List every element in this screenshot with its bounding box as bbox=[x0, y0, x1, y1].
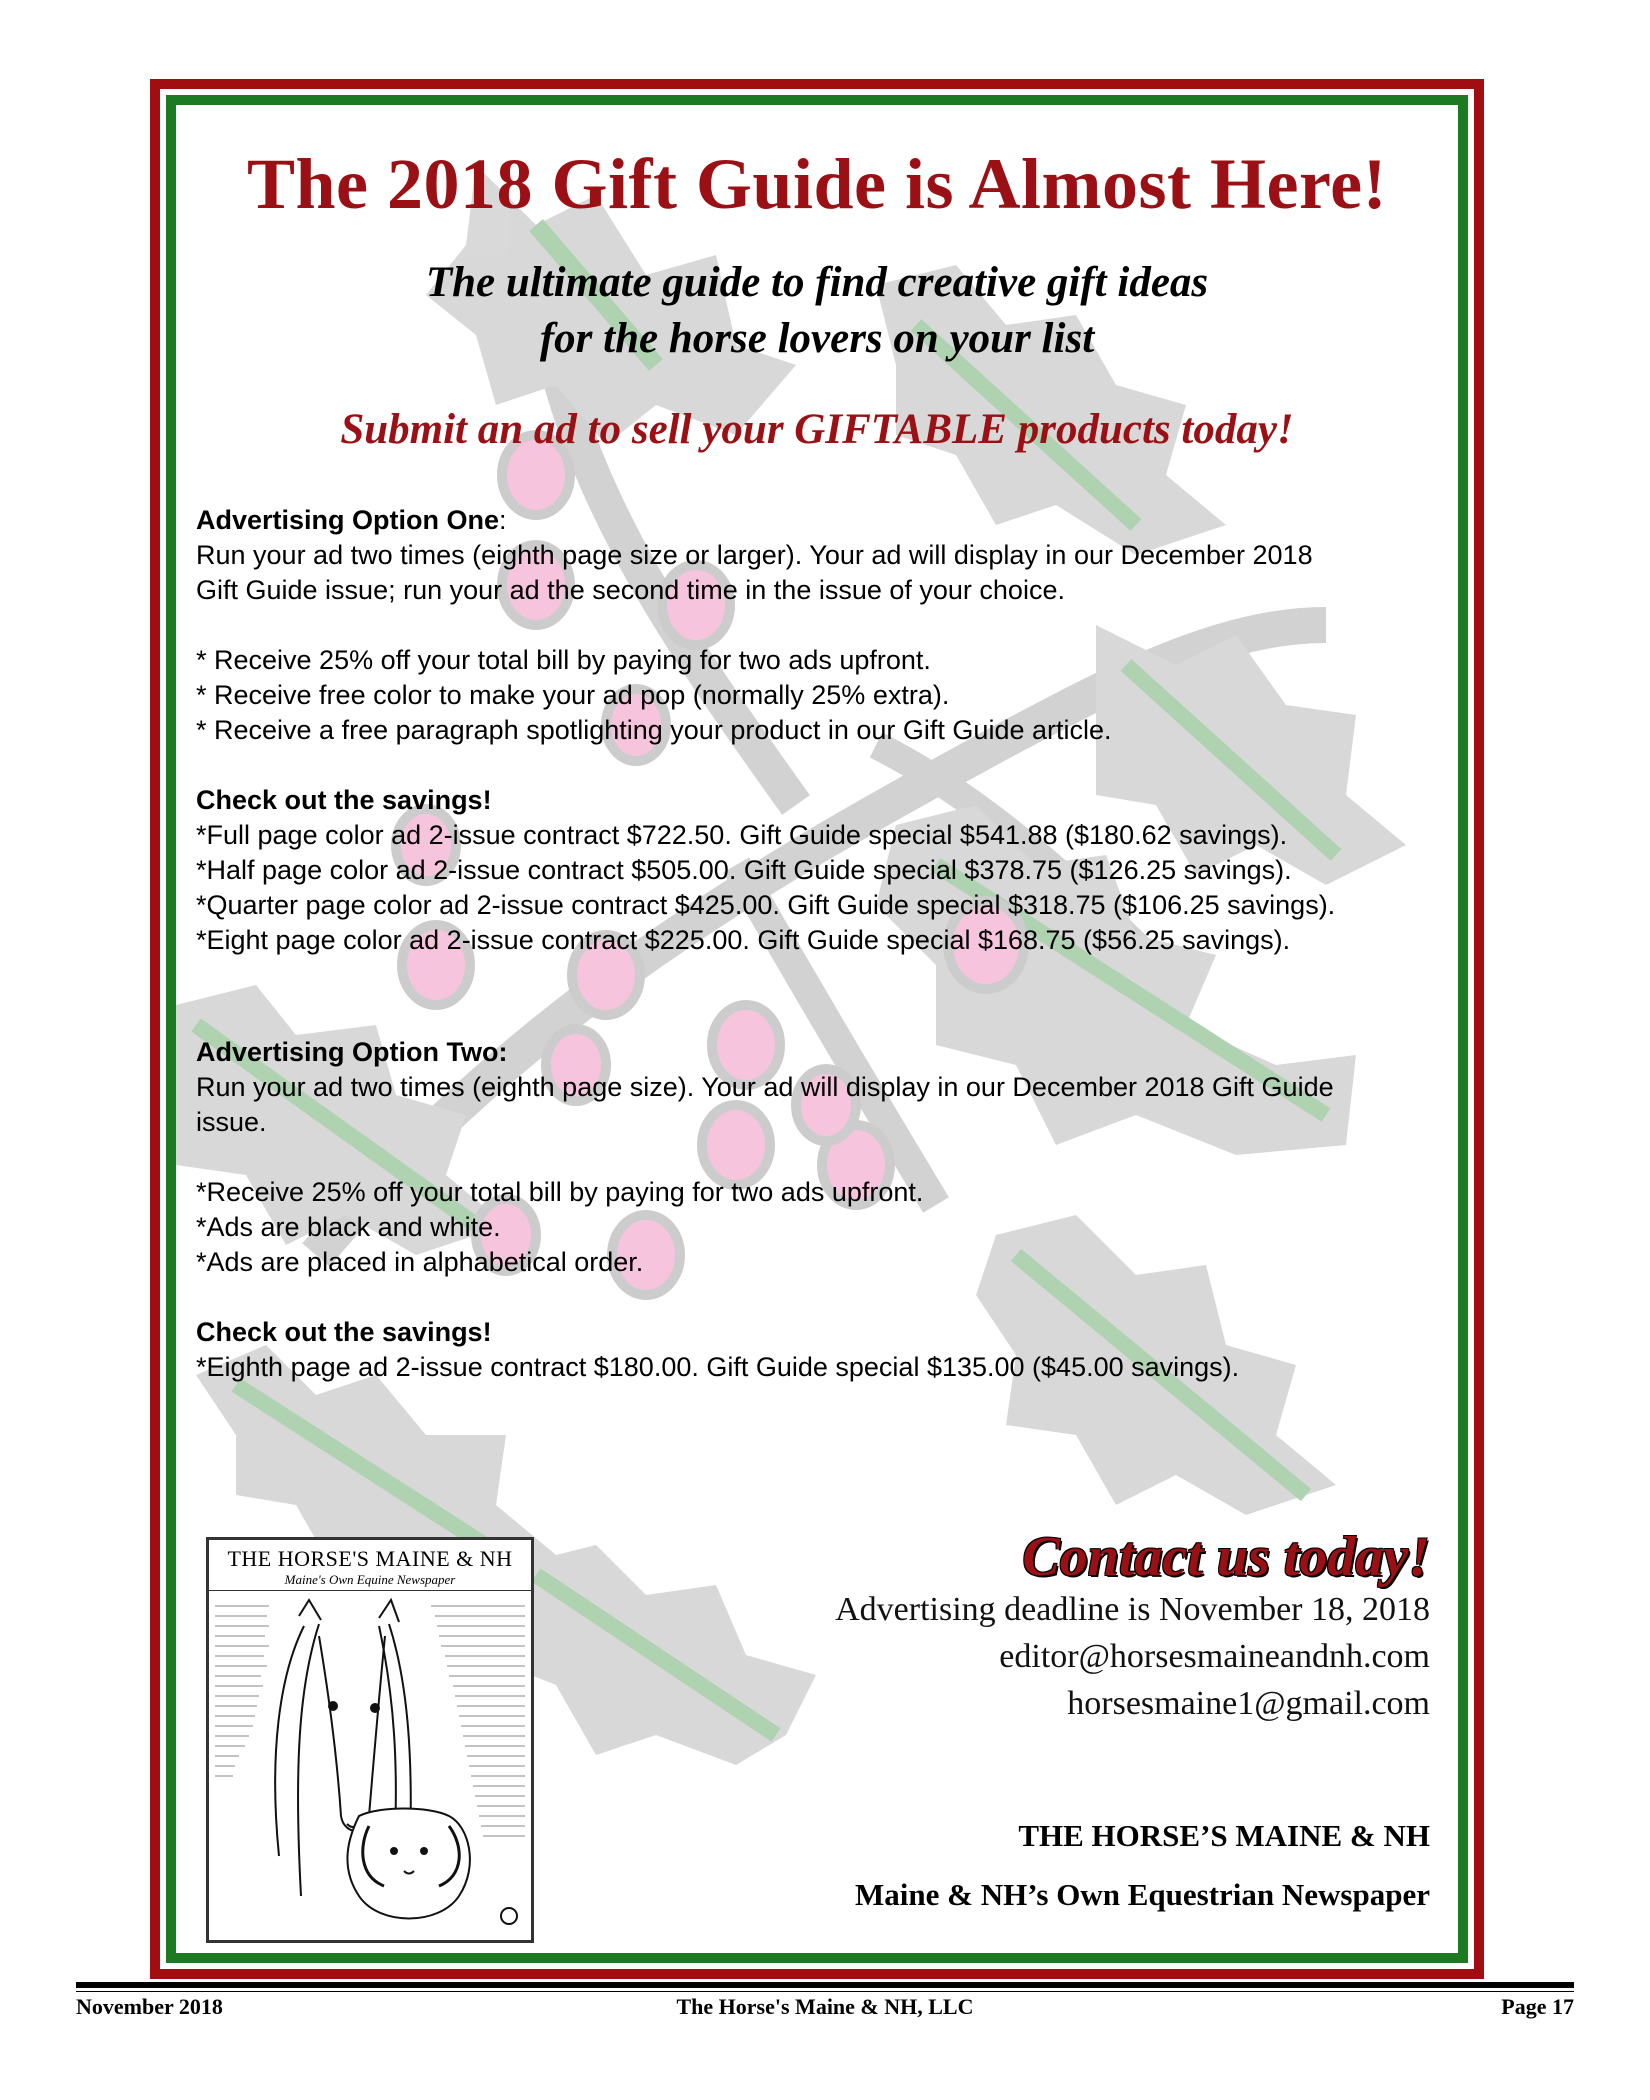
newspaper-cover-thumbnail bbox=[206, 1537, 534, 1943]
option-one-description-1: Run your ad two times (eighth page size or larger). Your ad will display in our December 2018 bbox=[196, 540, 1313, 570]
ad-panel bbox=[176, 105, 1458, 1953]
footer-date: November 2018 bbox=[76, 1994, 223, 2019]
subtitle-line-2: for the horse lovers on your list bbox=[539, 315, 1095, 362]
horse-and-dog-illustration bbox=[209, 1596, 531, 1936]
footer-rule-thin bbox=[76, 1991, 1574, 1992]
option-one-section bbox=[196, 503, 1436, 958]
option-two-description-1: Run your ad two times (eighth page size). Your ad will display in our December 2018 Gift Guide bbox=[196, 1072, 1334, 1102]
option-one-heading-colon: : bbox=[499, 505, 507, 535]
option-one-description-2: Gift Guide issue; run your ad the second time in the issue of your choice. bbox=[196, 575, 1065, 605]
option-one-benefit: * Receive a free paragraph spotlighting your product in our Gift Guide article. bbox=[196, 715, 1112, 745]
option-two-benefit: *Ads are placed in alphabetical order. bbox=[196, 1247, 644, 1277]
brand-tagline: Maine & NH’s Own Equestrian Newspaper bbox=[855, 1877, 1430, 1912]
option-two-heading: Advertising Option Two: bbox=[196, 1037, 508, 1067]
contact-email-gmail[interactable]: horsesmaine1@gmail.com bbox=[1067, 1685, 1430, 1722]
call-to-action: Submit an ad to sell your GIFTABLE products today! bbox=[340, 406, 1294, 453]
option-one-benefit: * Receive free color to make your ad pop (normally 25% extra). bbox=[196, 680, 950, 710]
option-one-savings-item: *Quarter page color ad 2-issue contract $425.00. Gift Guide special $318.75 ($106.25 savings). bbox=[196, 890, 1336, 920]
advertising-deadline: Advertising deadline is November 18, 2018 bbox=[835, 1591, 1430, 1628]
contact-heading: Contact us today! bbox=[1022, 1526, 1430, 1588]
contact-email-editor[interactable]: editor@horsesmaineandnh.com bbox=[999, 1638, 1430, 1675]
option-two-benefit: *Receive 25% off your total bill by paying for two ads upfront. bbox=[196, 1177, 924, 1207]
option-two-savings-item: *Eighth page ad 2-issue contract $180.00. Gift Guide special $135.00 ($45.00 savings). bbox=[196, 1352, 1240, 1382]
footer-page-number: Page 17 bbox=[1501, 1994, 1574, 2019]
option-one-savings-item: *Eight page color ad 2-issue contract $225.00. Gift Guide special $168.75 ($56.25 savings). bbox=[196, 925, 1291, 955]
footer-publisher: The Horse's Maine & NH, LLC bbox=[676, 1994, 974, 2019]
newspaper-masthead: THE HORSE'S MAINE & NH bbox=[227, 1546, 513, 1571]
option-two-description-2: issue. bbox=[196, 1107, 267, 1137]
subtitle-line-1: The ultimate guide to find creative gift ideas bbox=[425, 259, 1209, 306]
option-one-savings-item: *Half page color ad 2-issue contract $505.00. Gift Guide special $378.75 ($126.25 savings). bbox=[196, 855, 1292, 885]
option-one-savings-item: *Full page color ad 2-issue contract $722.50. Gift Guide special $541.88 ($180.62 savings). bbox=[196, 820, 1288, 850]
brand-name: THE HORSE’S MAINE & NH bbox=[1018, 1818, 1430, 1853]
option-one-savings-heading: Check out the savings! bbox=[196, 785, 492, 815]
option-two-section bbox=[196, 1035, 1436, 1385]
option-two-savings-heading: Check out the savings! bbox=[196, 1317, 492, 1347]
page-title: The 2018 Gift Guide is Almost Here! bbox=[246, 144, 1388, 224]
option-one-heading: Advertising Option One bbox=[196, 505, 500, 535]
newspaper-tagline: Maine's Own Equine Newspaper bbox=[209, 1572, 531, 1591]
footer-rule bbox=[76, 1982, 1574, 1988]
subtitle bbox=[176, 255, 1458, 367]
option-two-benefit: *Ads are black and white. bbox=[196, 1212, 501, 1242]
option-one-benefit: * Receive 25% off your total bill by paying for two ads upfront. bbox=[196, 645, 931, 675]
